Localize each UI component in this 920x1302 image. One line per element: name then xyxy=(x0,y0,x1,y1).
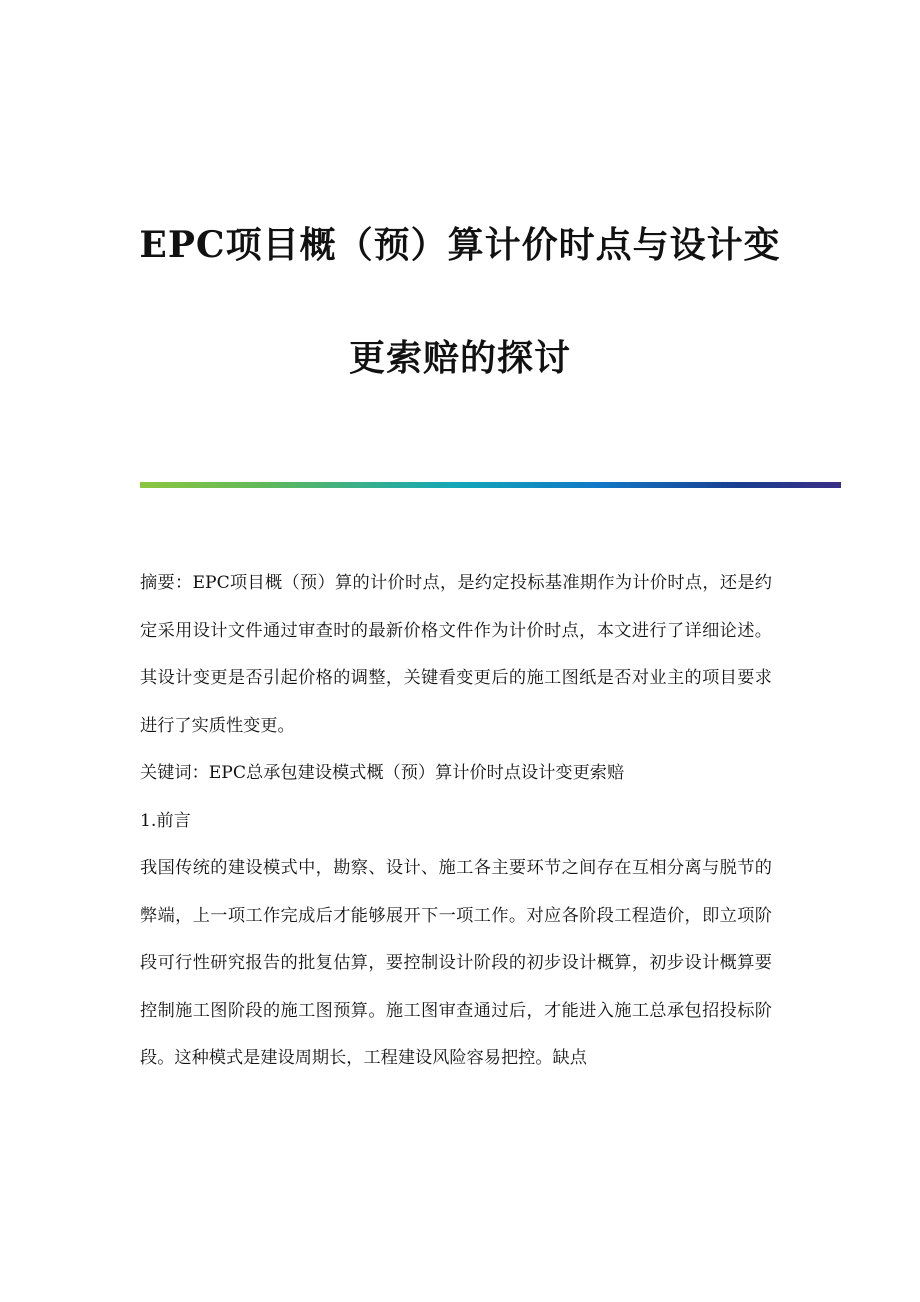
gradient-divider xyxy=(140,482,841,488)
keywords-line: 关键词：EPC总承包建设模式概（预）算计价时点设计变更索赔 xyxy=(140,763,625,783)
document-body xyxy=(140,560,772,1083)
abstract-paragraph: 摘要：EPC项目概（预）算的计价时点，是约定投标基准期作为计价时点，还是约定采用设计文件通过审查时的最新价格文件作为计价时点，本文进行了详细论述。其设计变更是否引起价格的调整，关键看变更后的施工图纸是否对业主的项目要求进行了实质性变更。 xyxy=(140,573,772,736)
body-paragraph: 我国传统的建设模式中，勘察、设计、施工各主要环节之间存在互相分离与脱节的弊端，上一项工作完成后才能够展开下一项工作。对应各阶段工程造价，即立项阶段可行性研究报告的批复估算，要控制设计阶段的初步设计概算，初步设计概算要控制施工图阶段的施工图预算。施工图审查通过后，才能进入施工总承包招投标阶段。这种模式是建设周期长，工程建设风险容易把控。缺点 xyxy=(140,858,772,1068)
title-line-1: EPC项目概（预）算计价时点与设计变 xyxy=(139,224,781,266)
document-title xyxy=(100,215,820,388)
section-heading: 1.前言 xyxy=(140,810,191,831)
title-line-2: 更索赔的探讨 xyxy=(348,337,571,379)
